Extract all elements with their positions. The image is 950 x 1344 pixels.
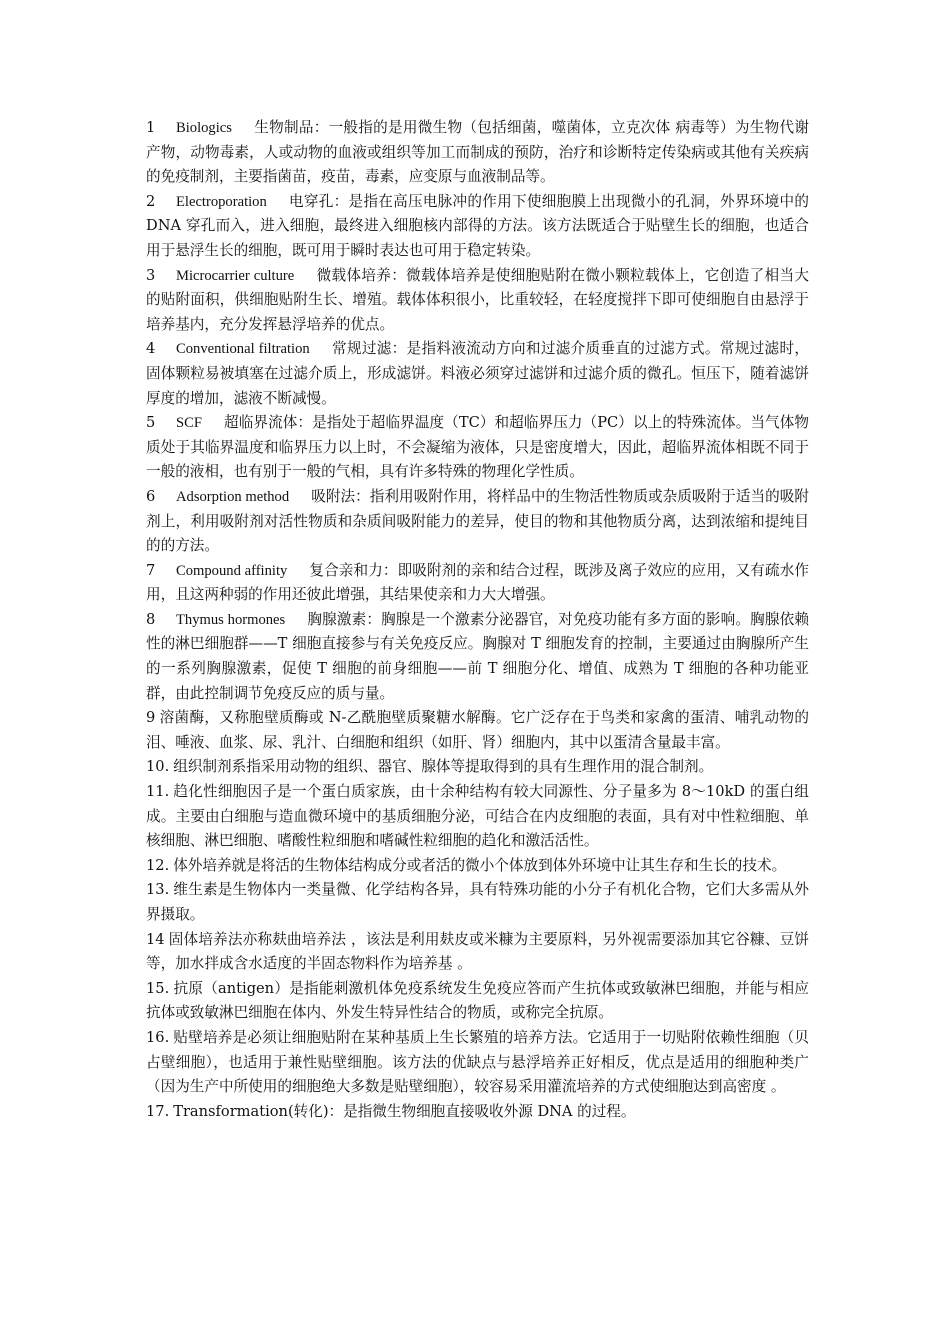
entry-term: Biologics [176,120,232,136]
entry-5 [146,411,809,485]
entry-text: 体外培养就是将活的生物体结构成分或者活的微小个体放到体外环境中让其生存和生长的技术。 [173,856,787,874]
entry-text: 维生素是生物体内一类量微、化学结构各异，具有特殊功能的小分子有机化合物，它们大多需从外界摄取。 [146,881,809,923]
entry-text: 溶菌酶，又称胞壁质酶或 N-乙酰胞壁质聚糖水解酶。它广泛存在于鸟类和家禽的蛋清、哺乳动物的泪、唾液、血浆、尿、乳汁、白细胞和组织（如肝、肾）细胞内，其中以蛋清含量最丰富。 [146,709,809,751]
entry-3 [146,264,809,338]
entry-2 [146,190,809,264]
entry-12 [146,854,809,879]
entry-number: 2 [146,192,156,210]
entry-text: 固体培养法亦称麸曲培养法 ，该法是利用麸皮或米糠为主要原料，另外视需要添加其它谷糠、豆饼等，加水拌成含水适度的半固态物料作为培养基 。 [146,930,809,973]
entry-text: 电穿孔：是指在高压电脉冲的作用下使细胞膜上出现微小的孔洞，外界环境中的 DNA 穿孔而入，进入细胞，最终进入细胞核内部得的方法。该方法既适合于贴壁生长的细胞，也适合用于悬浮生长的细胞，既可用于瞬时表达也可用于稳定转染。 [146,192,809,259]
entry-4 [146,337,809,411]
entry-text: 常规过滤：是指料液流动方向和过滤介质垂直的过滤方式。常规过滤时，固体颗粒易被填塞在过滤介质上，形成滤饼。料液必须穿过滤饼和过滤介质的微孔。恒压下，随着滤饼厚度的增加，滤液不断减慢。 [146,340,809,407]
entry-14 [146,928,809,977]
entry-13 [146,878,809,927]
entry-term: Microcarrier culture [176,267,295,284]
entry-number: 13. [146,881,170,899]
entry-number: 16. [146,1028,170,1046]
entry-number: 6 [146,487,156,505]
entry-term: Electroporation [176,193,267,210]
document-body [146,116,809,1124]
entry-number: 9 [146,709,156,727]
entry-text: 吸附法：指利用吸附作用，将样品中的生物活性物质或杂质吸附于适当的吸附剂上，利用吸附剂对活性物质和杂质间吸附能力的差异，使目的物和其他物质分离，达到浓缩和提纯目的的方法。 [146,487,809,555]
entry-number: 7 [146,561,156,579]
entry-text: 趋化性细胞因子是一个蛋白质家族，由十余种结构有较大同源性、分子量多为 8～10kD 的蛋白组成。主要由白细胞与造血微环境中的基质细胞分泌，可结合在内皮细胞的表面，具有对中性粒细胞、单核细胞、淋巴细胞、嗜酸性粒细胞和嗜碱性粒细胞的趋化和激活活性。 [146,783,809,850]
entry-number: 12. [146,856,170,874]
entry-number: 10. [146,758,170,776]
entry-text: 贴壁培养是必须让细胞贴附在某种基质上生长繁殖的培养方法。它适用于一切贴附依赖性细胞（贝占壁细胞），也适用于兼性贴壁细胞。该方法的优缺点与悬浮培养正好相反，优点是适用的细胞种类广（因为生产中所使用的细胞绝大多数是贴壁细胞），较容易采用灌流培养的方式使细胞达到高密度 。 [146,1028,809,1096]
entry-term: Thymus hormones [176,611,286,628]
entry-text: 生物制品：一般指的是用微生物（包括细菌，噬菌体，立克次体 病毒等）为生物代谢产物，动物毒素，人或动物的血液或组织等加工而制成的预防，治疗和诊断特定传染病或其他有关疾病的免疫制剂，主要指菌苗，疫苗，毒素，应变原与血液制品等。 [146,119,809,186]
entry-text: 胸腺激素：胸腺是一个激素分泌器官，对免疫功能有多方面的影响。胸腺依赖性的淋巴细胞群——T 细胞直接参与有关免疫反应。胸腺对 T 细胞发育的控制，主要通过由胸腺所产生的一系列胸腺激素，促使 T 细胞的前身细胞——前 T 细胞分化、增值、成熟为 T 细胞的各种功能亚群，由此控制调节免疫反应的质与量。 [146,610,809,702]
entry-number: 11. [146,783,170,801]
entry-16 [146,1026,809,1100]
entry-8 [146,608,809,706]
entry-number: 15. [146,979,170,997]
entry-17 [146,1100,809,1125]
entry-term: Conventional filtration [176,341,310,358]
entry-text: 超临界流体：是指处于超临界温度（TC）和超临界压力（PC）以上的特殊流体。当气体物质处于其临界温度和临界压力以上时，不会凝缩为液体，只是密度增大，因此，超临界流体相既不同于一般的液相，也有别于一般的气相，具有许多特殊的物理化学性质。 [146,414,809,481]
entry-term: Adsorption method [176,488,290,505]
entry-6 [146,485,809,559]
entry-number: 4 [146,340,156,358]
entry-11 [146,780,809,854]
entry-text: 组织制剂系指采用动物的组织、器官、腺体等提取得到的具有生理作用的混合制剂。 [173,758,714,776]
entry-10 [146,755,809,780]
entry-term: Compound affinity [176,562,288,579]
entry-number: 14 [146,930,165,948]
entry-term: SCF [176,415,202,432]
entry-7 [146,559,809,608]
entry-number: 17. [146,1102,170,1120]
entry-text: 微载体培养：微载体培养是使细胞贴附在微小颗粒载体上，它创造了相当大的贴附面积，供细胞贴附生长、增殖。载体体积很小，比重较轻，在轻度搅拌下即可使细胞自由悬浮于培养基内，充分发挥悬浮培养的优点。 [146,266,809,333]
entry-9 [146,706,809,755]
entry-number: 3 [146,266,156,284]
entry-text: 抗原（antigen）是指能刺激机体免疫系统发生免疫应答而产生抗体或致敏淋巴细胞，并能与相应抗体或致敏淋巴细胞在体内、外发生特异性结合的物质，或称完全抗原。 [146,979,809,1022]
entry-number: 1 [146,119,156,136]
entry-number: 8 [146,610,156,628]
entry-1 [146,116,809,190]
entry-text: Transformation(转化)：是指微生物细胞直接吸收外源 DNA 的过程。 [173,1102,636,1120]
entry-number: 5 [146,414,156,432]
entry-15 [146,977,809,1026]
entry-text: 复合亲和力：即吸附剂的亲和结合过程，既涉及离子效应的应用，又有疏水作用，且这两种弱的作用还彼此增强，其结果使亲和力大大增强。 [146,561,809,604]
